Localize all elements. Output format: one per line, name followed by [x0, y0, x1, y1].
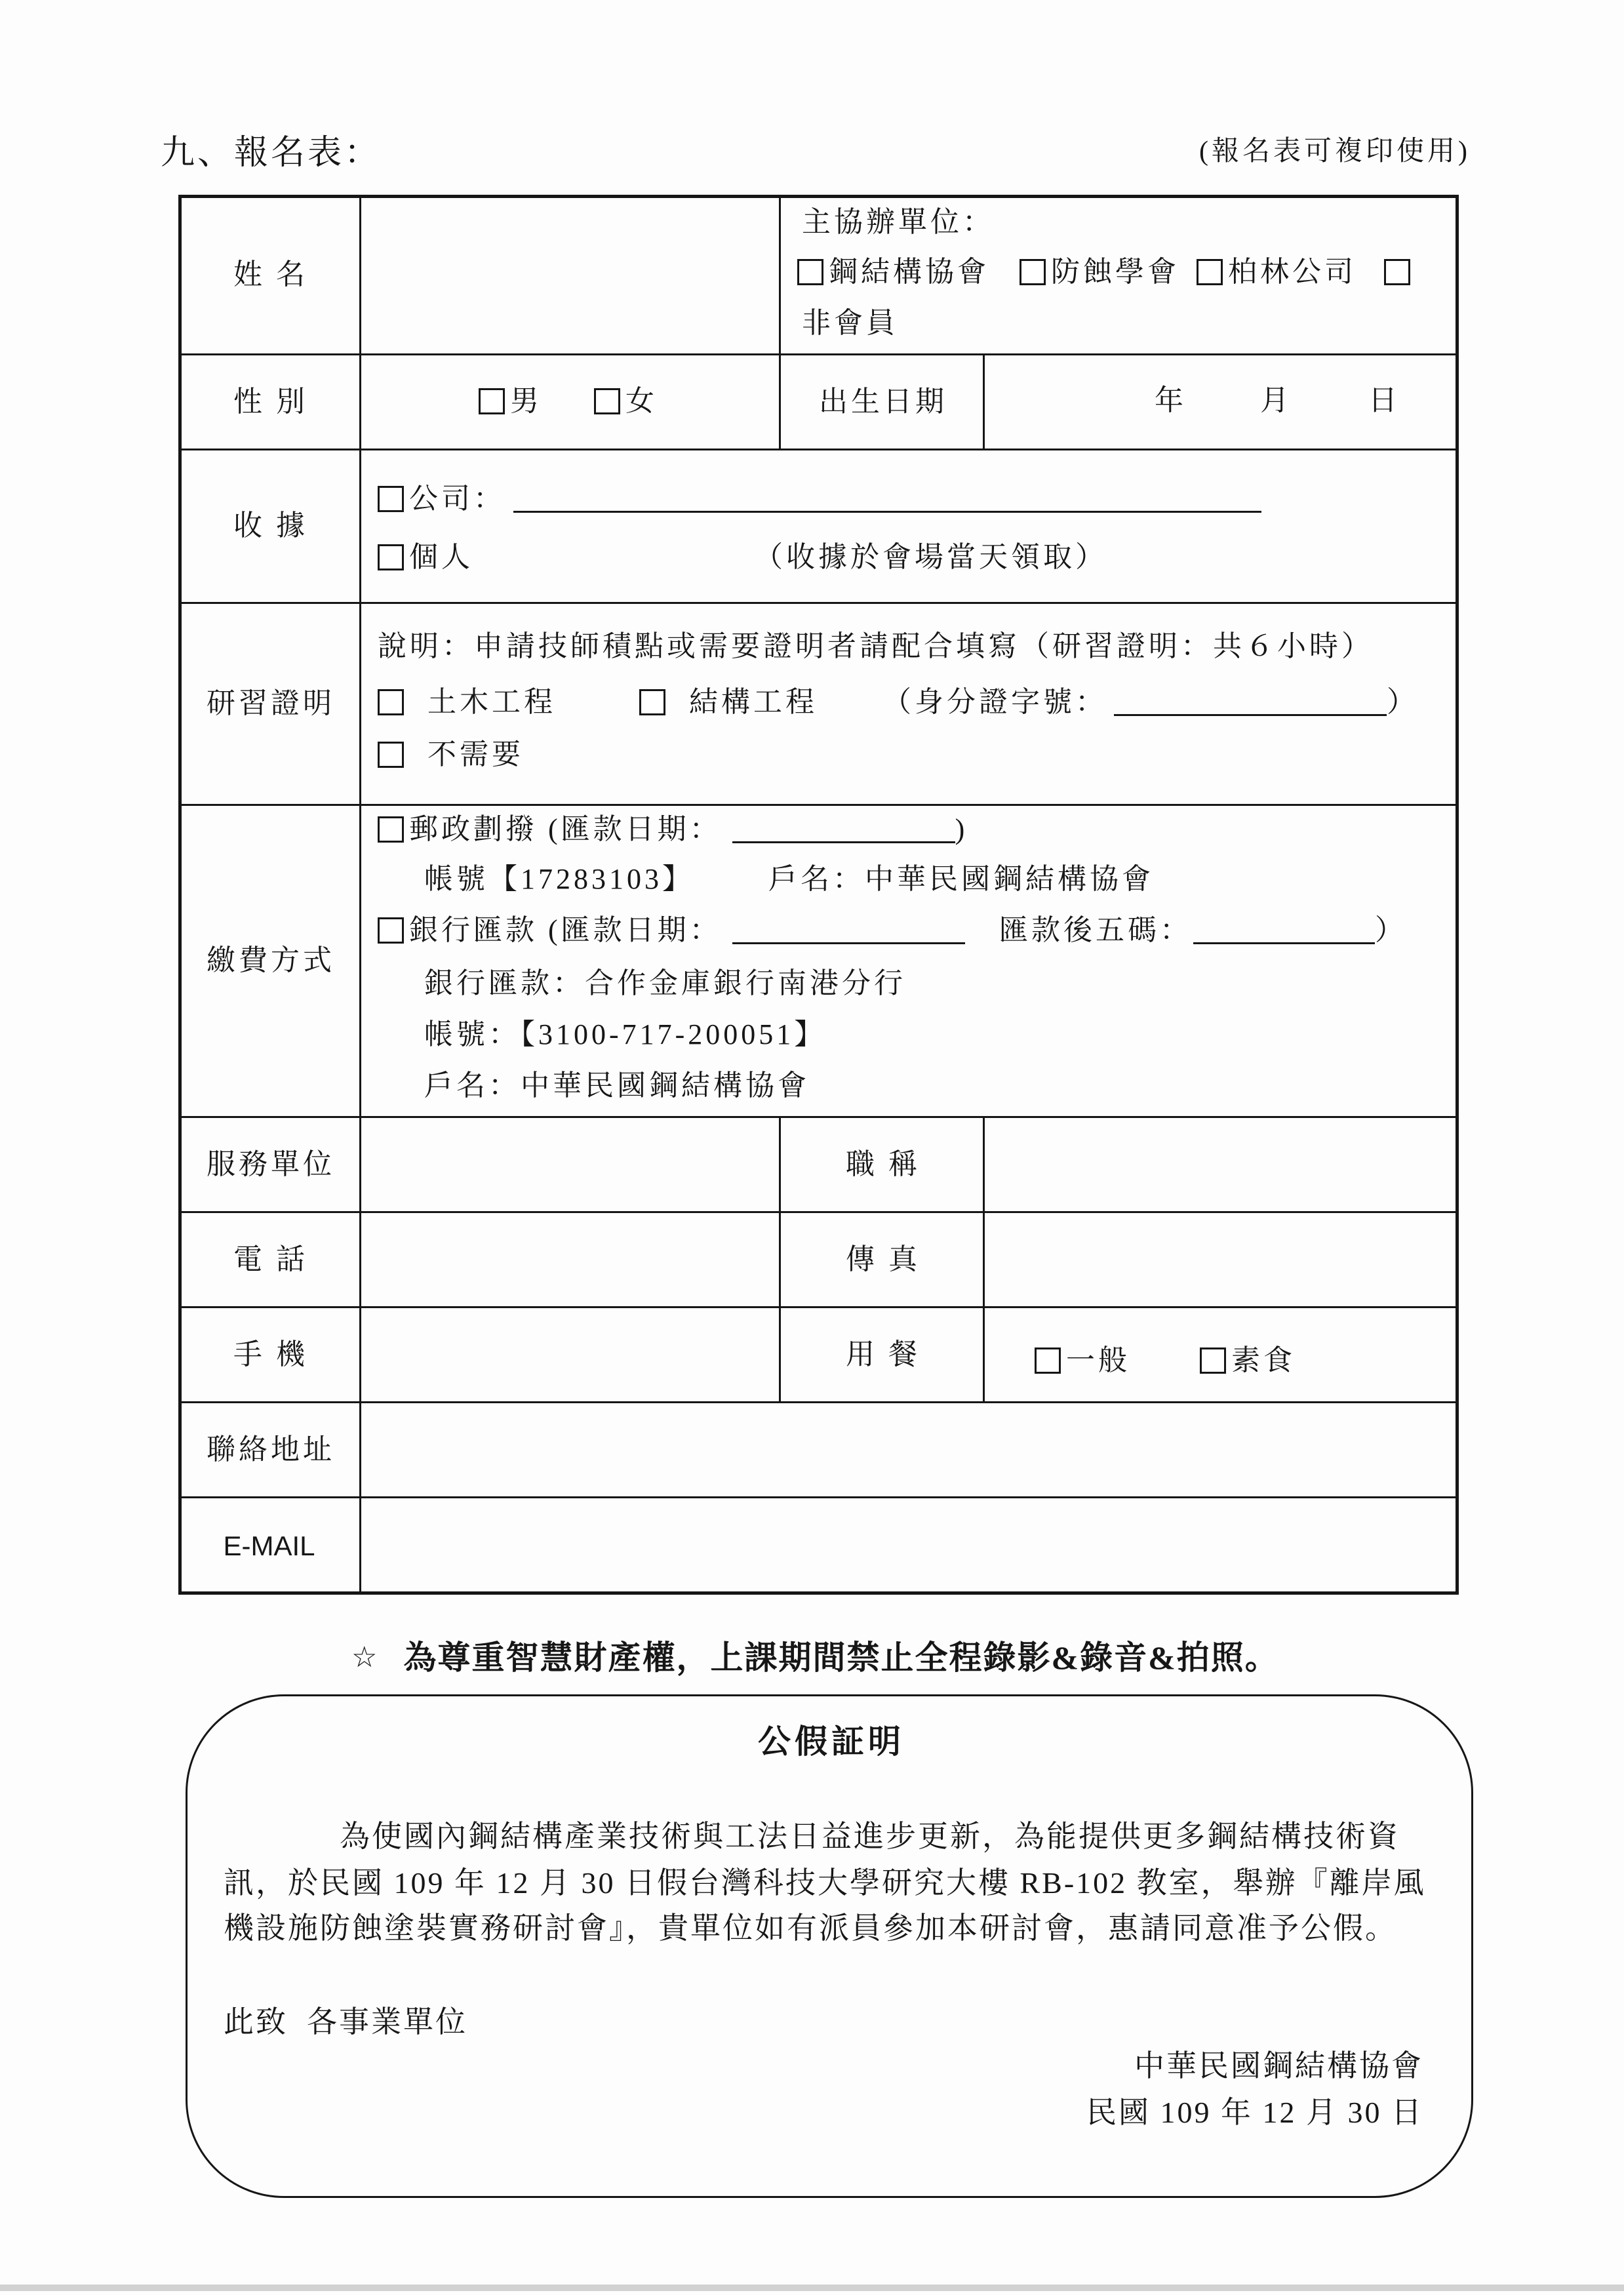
- organizer-option-label: 鋼結構協會: [829, 256, 989, 288]
- address-label: 聯絡地址: [207, 1433, 335, 1466]
- postal-date-underline: [732, 841, 955, 843]
- checkbox: [1035, 1347, 1061, 1374]
- certificate-label-cell: [178, 603, 360, 805]
- checkbox: [639, 689, 665, 715]
- leave-certificate-line: 訊，於民國 109 年 12 月 30 日假台灣科技大學研究大樓 RB-102 教室，舉辦『離岸風: [224, 1866, 1426, 1900]
- recording-notice-text: 為尊重智慧財產權，上課期間禁止全程錄影&錄音&拍照。: [403, 1639, 1279, 1676]
- organizer-option-non-member-label: 非會員: [802, 307, 898, 339]
- id-number-label: （身分證字號：: [882, 686, 1107, 718]
- checkbox: [1197, 259, 1223, 285]
- organizer-option-non-member-checkbox: [1384, 258, 1416, 287]
- id-number-close: ）: [1387, 686, 1419, 718]
- certificate-option-label: 不需要: [427, 738, 524, 770]
- meal-label-cell: [780, 1307, 983, 1402]
- email-field: [362, 1499, 1456, 1591]
- table-row-rule: [178, 804, 1459, 806]
- gender-option-label: 男: [510, 385, 542, 417]
- organizer-title: 主協辦單位：: [802, 206, 995, 238]
- bank-account-holder: 戶名：中華民國鋼結構協會: [424, 1069, 810, 1102]
- payment-bank-option: [378, 916, 965, 945]
- company-name-underline: [513, 511, 1261, 513]
- receipt-label: 收 據: [233, 509, 308, 542]
- checkbox: [378, 689, 404, 715]
- meal-option-vegetarian: [1200, 1346, 1296, 1375]
- table-row-rule: [178, 602, 1459, 604]
- certificate-option-none: [378, 740, 524, 769]
- name-field: [362, 197, 778, 353]
- id-number-entry: [882, 688, 1419, 717]
- gender-label-cell: [178, 354, 360, 449]
- job-title-field: [985, 1119, 1456, 1210]
- payment-label-cell: [178, 805, 360, 1117]
- receipt-company-option: [378, 485, 1261, 513]
- star-icon: ☆: [351, 1641, 379, 1674]
- birth-day-label: 日: [1368, 384, 1400, 416]
- checkbox: [378, 486, 404, 512]
- email-label-cell: [178, 1497, 360, 1595]
- name-label-cell: [178, 195, 360, 354]
- organizer-option-label: 柏林公司: [1228, 256, 1357, 288]
- bank-date-underline: [732, 942, 965, 944]
- fax-field: [985, 1214, 1456, 1306]
- checkbox: [378, 816, 404, 843]
- checkbox: [594, 388, 620, 414]
- certificate-option-structural: [639, 688, 818, 717]
- form-heading: 九、報名表：: [161, 134, 382, 172]
- receipt-note: （收據於會場當天領取）: [754, 541, 1107, 573]
- employer-field: [362, 1119, 778, 1210]
- checkbox: [479, 388, 505, 414]
- copy-permission-note: (報名表可複印使用): [1199, 136, 1471, 167]
- bank-account: 帳號：【3100-717-200051】: [424, 1018, 827, 1050]
- gender-option-male: [479, 387, 542, 416]
- gender-label: 性 別: [233, 385, 308, 418]
- phone-field: [362, 1214, 778, 1306]
- organizer-option-label: 防蝕學會: [1051, 256, 1179, 288]
- phone-label: 電 話: [233, 1243, 308, 1275]
- birth-date-label: 出生日期: [819, 385, 947, 418]
- table-row-rule: [178, 1496, 1459, 1498]
- payment-postal-option: [378, 815, 968, 844]
- birth-year-label: 年: [1155, 384, 1187, 416]
- leave-certificate-title: 公假証明: [758, 1723, 905, 1760]
- scan-edge: [0, 2285, 1624, 2291]
- leave-certificate-date: 民國 109 年 12 月 30 日: [1086, 2096, 1423, 2129]
- organizer-option-steel-association: [797, 258, 989, 287]
- phone-label-cell: [178, 1212, 360, 1307]
- postal-account-holder: 戶名：中華民國鋼結構協會: [768, 863, 1154, 895]
- bank-last-five-label: 匯款後五碼：: [999, 914, 1192, 946]
- job-title-label-cell: [780, 1117, 983, 1212]
- bank-method-label: 銀行匯款 (匯款日期：: [409, 914, 722, 946]
- name-label: 姓 名: [233, 258, 308, 290]
- organizer-option-corrosion-society: [1020, 258, 1179, 287]
- address-label-cell: [178, 1402, 360, 1497]
- receipt-personal-option: [378, 543, 473, 572]
- mobile-label-cell: [178, 1307, 360, 1402]
- checkbox: [797, 259, 823, 285]
- birth-month-label: 月: [1260, 384, 1292, 416]
- certificate-description: 說明：申請技師積點或需要證明者請配合填寫（研習證明：共６小時）: [378, 630, 1374, 662]
- checkbox: [1200, 1347, 1226, 1374]
- fax-label: 傳 真: [846, 1243, 921, 1275]
- gender-option-female: [594, 387, 658, 416]
- email-label: E-MAIL: [223, 1530, 315, 1561]
- leave-certificate-issuer: 中華民國鋼結構協會: [1134, 2049, 1423, 2083]
- meal-label: 用 餐: [846, 1338, 921, 1370]
- employer-label: 服務單位: [207, 1148, 335, 1180]
- certificate-option-civil: [378, 688, 556, 717]
- bank-branch: 銀行匯款：合作金庫銀行南港分行: [424, 967, 906, 999]
- checkbox: [378, 742, 404, 768]
- postal-method-label: 郵政劃撥 (匯款日期：: [409, 813, 722, 845]
- address-field: [362, 1404, 1456, 1496]
- mobile-field: [362, 1309, 778, 1401]
- birth-date-label-cell: [780, 354, 983, 449]
- payment-label: 繳費方式: [207, 944, 335, 976]
- fax-label-cell: [780, 1212, 983, 1307]
- recording-notice: [351, 1641, 1279, 1675]
- id-number-underline: [1114, 714, 1387, 716]
- bank-close: ）: [1375, 914, 1407, 946]
- job-title-label: 職 稱: [846, 1148, 921, 1180]
- organizer-option-berlin-company: [1197, 258, 1357, 287]
- checkbox: [1020, 259, 1046, 285]
- mobile-label: 手 機: [233, 1338, 308, 1370]
- leave-certificate-salutation: 此致 各事業單位: [224, 2005, 467, 2039]
- meal-option-label: 素食: [1231, 1344, 1296, 1376]
- certificate-option-label: 土木工程: [427, 686, 556, 718]
- receipt-label-cell: [178, 449, 360, 603]
- leave-certificate-line: 為使國內鋼結構產業技術與工法日益進步更新，為能提供更多鋼結構技術資: [340, 1820, 1400, 1853]
- bank-last-five-underline: [1193, 942, 1375, 944]
- checkbox: [1384, 259, 1410, 285]
- certificate-option-label: 結構工程: [689, 686, 818, 718]
- postal-close: ): [955, 813, 968, 845]
- employer-label-cell: [178, 1117, 360, 1212]
- receipt-company-label: 公司：: [409, 483, 505, 515]
- leave-certificate-line: 機設施防蝕塗裝實務研討會』，貴單位如有派員參加本研討會，惠請同意准予公假。: [224, 1911, 1397, 1945]
- meal-option-label: 一般: [1066, 1344, 1130, 1376]
- postal-account: 帳號【17283103】: [424, 863, 694, 895]
- checkbox: [378, 544, 404, 570]
- gender-option-label: 女: [625, 385, 658, 417]
- receipt-personal-label: 個人: [409, 541, 473, 573]
- certificate-label: 研習證明: [207, 687, 335, 719]
- checkbox: [378, 917, 404, 944]
- meal-option-regular: [1035, 1346, 1130, 1375]
- bank-last-five-entry: [999, 916, 1407, 945]
